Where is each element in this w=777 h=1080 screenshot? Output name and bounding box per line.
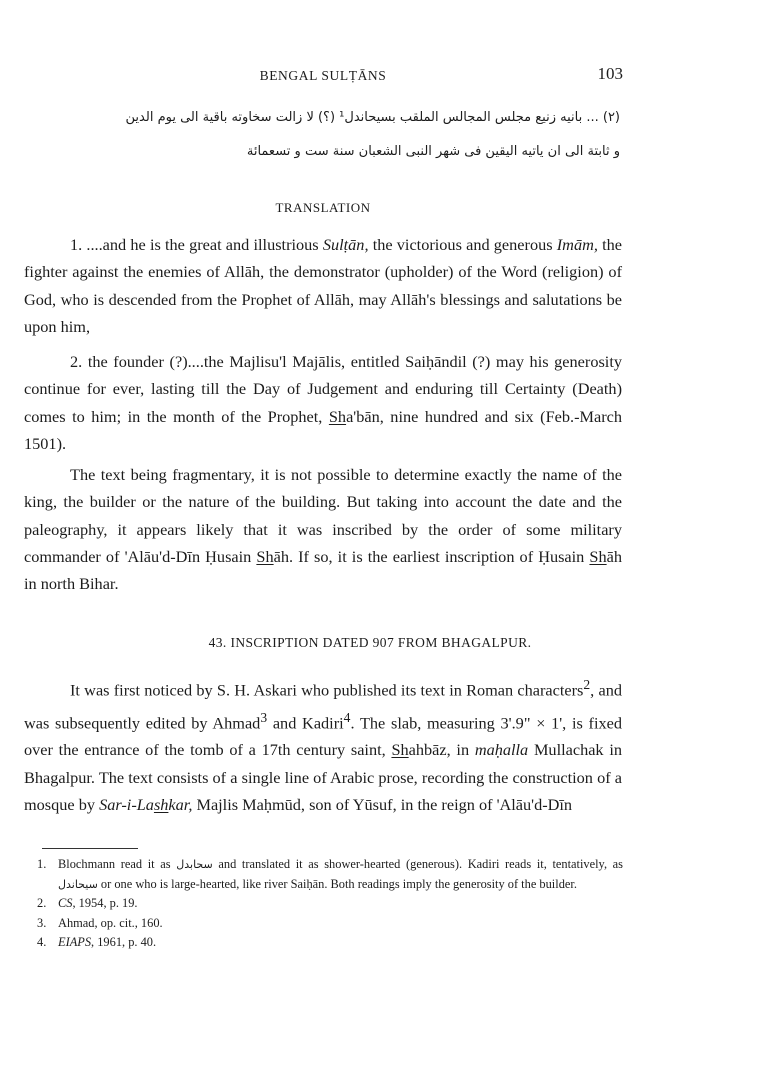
text-run: 1. ....and he is the great and illustrious — [70, 235, 323, 254]
footnote-2 — [37, 894, 623, 914]
underlined-digraph: Sh — [391, 740, 409, 760]
text-run: the victorious and generous — [368, 235, 557, 254]
text-run: the fighter against the enemies of Allāh, the demonstrator (upholder) of the Word (religion) of God, who is descended from the Prophet of Allāh, may Allāh's blessings and salutations be upon him, — [24, 235, 623, 336]
text-run: Sar-i-La — [99, 795, 154, 815]
footnote-ref: 2 — [583, 677, 591, 692]
italic-term: EIAPS — [58, 935, 92, 950]
translation-paragraph-2 — [24, 348, 622, 457]
footnote-4 — [37, 933, 623, 953]
text-run: āh in north Bihar. — [24, 546, 622, 594]
text-run: The text being fragmentary, it is not possible to determine exactly the name of the king, the builder or the nature of the building. But taking into account the date and the paleography, it appears likely that it was inscribed by the order of some military commander of 'Alāu'd-Dīn Ḥusain — [24, 465, 622, 566]
footnote-number: 4. — [37, 935, 47, 950]
underlined-digraph: Sh — [256, 546, 274, 566]
footnote-text — [58, 855, 623, 894]
text-run: or one who is large-hearted, like river Saiḥān. Both readings imply the generosity of the builder. — [97, 876, 577, 891]
text-run: ahbāz, in — [408, 740, 475, 760]
text-run: Blochmann read it as — [58, 857, 177, 871]
italic-term: CS — [58, 896, 73, 911]
footnote-text — [58, 894, 623, 914]
footnote-1 — [37, 855, 623, 894]
text-run: , 1961, p. 40. — [91, 935, 157, 950]
text-run: āh. If so, it is the earliest inscription of Ḥusain — [273, 546, 590, 566]
italic-term: maḥalla — [474, 740, 529, 760]
text-run: Majlis Maḥmūd, son of Yūsuf, in the reign of 'Alāu'd-Dīn — [192, 795, 573, 815]
text-run: a'bān, nine hundred and six (Feb.-March 1501). — [24, 406, 622, 453]
footnotes — [37, 855, 623, 953]
text-run: and Kadiri — [267, 713, 344, 733]
underlined-digraph: Sh — [589, 546, 607, 566]
text-run: kar, — [168, 795, 193, 815]
text-run: Mullachak in Bhagalpur. The text consists of a single line of Arabic prose, recording the construction of a mosque by — [24, 740, 622, 815]
section-heading: 43. INSCRIPTION DATED 907 FROM BHAGALPUR. — [208, 635, 532, 650]
running-head — [0, 64, 777, 86]
arabic-word: سحابدل — [176, 858, 213, 871]
text-run: and translated it as shower-hearted (generous). Kadiri reads it, tentatively, as — [212, 857, 624, 871]
footnote-3 — [37, 914, 623, 934]
section-paragraph — [24, 671, 622, 818]
text-run: It was first noticed by S. H. Askari who published its text in Roman characters — [70, 680, 584, 700]
italic-term: Imām, — [556, 235, 598, 254]
italic-term — [99, 795, 192, 814]
footnote-number: 2. — [37, 896, 47, 911]
footnote-text: Ahmad, op. cit., 160. — [58, 915, 163, 930]
footnote-ref: 4 — [343, 709, 351, 725]
arabic-word: سيحاندل — [58, 877, 98, 891]
footnote-number: 3. — [37, 915, 47, 930]
commentary-paragraph — [24, 461, 622, 597]
text-run: 2. the founder (?)....the Majlisu'l Majālis, entitled Saiḥāndil (?) may his generosity continue for ever, lasting till the Day of Judgement and enduring till Certainty (Death) comes to him; in the month of the Prophet, — [24, 352, 622, 426]
footnote-text — [58, 933, 623, 953]
arabic-text-line-2: و ثابتة الى ان ياتيه اليقين فى شهر النبى الشعبان سنة ست و تسعمائة — [246, 144, 620, 159]
running-title: BENGAL SULṬĀNS — [259, 68, 387, 83]
footnote-ref: 3 — [260, 709, 268, 725]
page-number: 103 — [597, 64, 623, 83]
translation-heading: TRANSLATION — [275, 200, 371, 215]
footnote-number: 1. — [37, 857, 47, 871]
underlined-digraph: sh — [153, 795, 169, 815]
text-run: , and was subsequently edited by Ahmad — [24, 680, 622, 733]
text-run: , 1954, p. 19. — [72, 896, 138, 911]
underlined-digraph: Sh — [328, 406, 347, 426]
footnote-rule — [42, 848, 138, 849]
text-run: . The slab, measuring 3'.9" × 1', is fixed over the entrance of the tomb of a 17th century saint, — [24, 713, 622, 760]
italic-term: Sulṭān, — [322, 235, 369, 254]
arabic-text-line-1: (٢) ... بانيه زنيع مجلس المجالس الملقب بسيحاندل¹ (؟) لا زالت سخاوته باقية الى يوم الدين — [125, 110, 620, 125]
translation-paragraph-1 — [24, 231, 622, 340]
